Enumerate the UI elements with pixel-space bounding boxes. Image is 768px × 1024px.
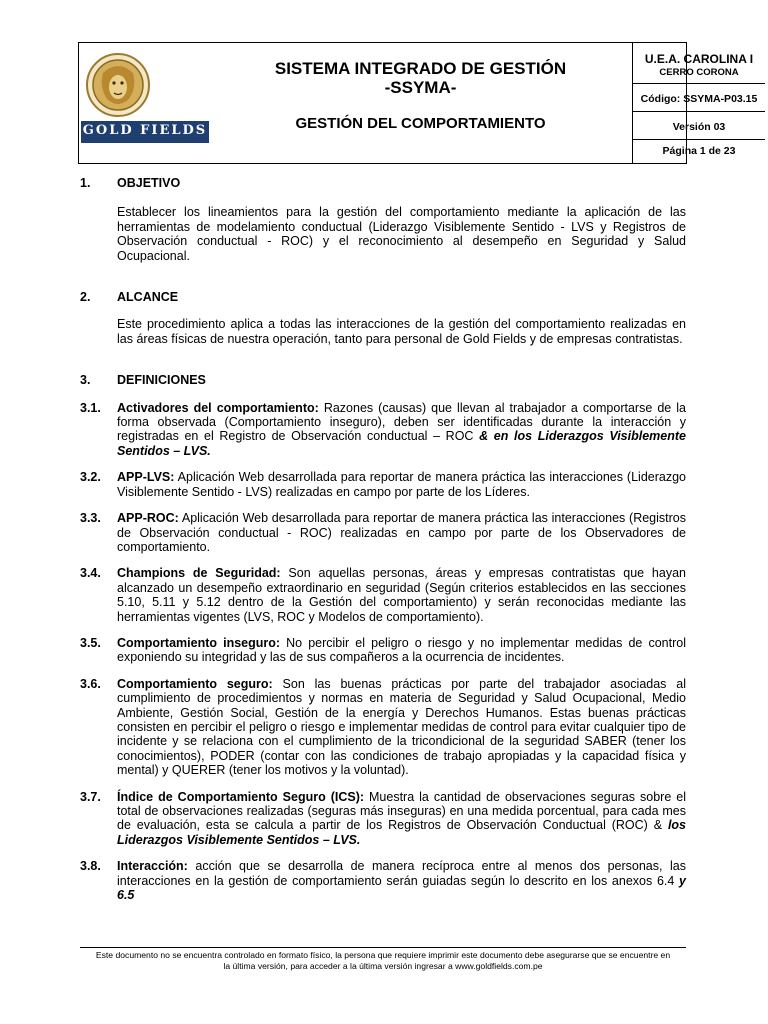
definition-text: Son las buenas prácticas por parte del trabajador asociadas al cumplimiento de procedimientos y normas en materia de Seguridad y Salud Ocupacional, Medio Ambiente, Gestión Social, Gestión de la energía y Derechos Humanos. Estas buenas prácticas consisten en percibir el peligro o riesgo e implementar medidas de control para evitar cualquier tipo de incidente y se relaciona con el cumplimiento de la tricondicional de la seguridad SABER (tener los conocimientos), PODER (contar con las condiciones de trabajo apropiadas y la capacidad física y mental) y QUERER (tener los motivos y la voluntad). (117, 676, 686, 778)
footer-divider (80, 947, 686, 948)
document-footer (80, 950, 686, 971)
section-number: 1. (80, 176, 91, 190)
definition-item (80, 790, 686, 848)
definition-text: Razones (causas) que llevan al trabajador a comportarse de la forma observada (Comportamiento inseguro), deben ser identificadas durante la interacción y registradas en el Registro de Observación conductual – ROC (117, 400, 686, 444)
alcance-paragraph: Este procedimiento aplica a todas las interacciones de la gestión del comportamiento realizadas en las áreas físicas de nuestra operación, tanto para personal de Gold Fields y de empresas contratistas. (117, 317, 686, 346)
definition-term: Activadores del comportamiento: (117, 400, 319, 415)
header-title-block (209, 43, 632, 163)
definition-text: Aplicación Web desarrollada para reportar de manera práctica las interacciones (Liderazgo Visiblemente Sentido - LVS) realizadas en campo por parte de los Líderes. (117, 470, 686, 499)
section-title: DEFINICIONES (117, 373, 206, 388)
document-code: Código: SSYMA-P03.15 (640, 93, 758, 105)
definition-text: Aplicación Web desarrollada para reportar de manera práctica las interacciones (Registros de Observación conductual - ROC) realizadas en campo por parte de los Observadores de comportamiento. (117, 511, 686, 554)
definition-body (117, 470, 686, 499)
version-cell (632, 112, 765, 140)
document-header (78, 42, 758, 164)
definition-extra: y 6.5 (117, 873, 686, 903)
definition-number: 3.1. (80, 400, 101, 415)
definition-term: APP-LVS: (117, 470, 175, 485)
definition-item (80, 677, 686, 778)
definition-item (80, 470, 686, 499)
definition-number: 3.4. (80, 566, 101, 581)
definition-item (80, 859, 686, 902)
definition-text: acción que se desarrolla de manera recíproca entre al menos dos personas, las interacciones en la gestión de comportamiento serán guiadas según lo descrito en los anexos 6.4 (117, 859, 686, 888)
definition-number: 3.5. (80, 635, 101, 650)
definition-item (80, 401, 686, 459)
footer-link-notice: la última versión, para acceder a la última versión ingresar a www.goldfields.com.pe (223, 960, 543, 971)
definition-number: 3.6. (80, 676, 101, 691)
company-logo (79, 43, 209, 163)
footer-notice: Este documento no se encuentra controlado en formato físico, la persona que requiere imprimir este documento debe asegurarse que se encuentre en (95, 950, 671, 960)
definition-extra: los Liderazgos Visiblemente Sentidos – LVS. (117, 818, 686, 847)
definition-body (117, 677, 686, 778)
section-heading-alcance (80, 290, 686, 304)
definition-text: Son aquellas personas, áreas y empresas contratistas que hayan alcanzado un desempeño extraordinario en seguridad (Según criterios establecidos en las secciones 5.10, 5.11 y 5.12 dentro de la Gestión del comportamiento) y serán reconocidas mediante las herramientas vigentes (LVS, ROC y Modelos de comportamiento). (117, 566, 686, 624)
unit-name: U.E.A. CAROLINA I (644, 52, 754, 66)
definition-term: Interacción: (117, 859, 188, 874)
definition-body (117, 401, 686, 459)
definition-body (117, 859, 686, 902)
definition-body (117, 790, 686, 848)
definition-text: No percibir el peligro o riesgo y no implementar medidas de control exponiendo su integridad y las de sus compañeros a la ocurrencia de incidentes. (117, 635, 686, 665)
lion-crest-icon (83, 51, 203, 119)
definition-term: Comportamiento seguro: (117, 676, 273, 691)
page-cell (632, 140, 765, 163)
brand-name: GOLD FIELDS (82, 123, 208, 138)
definition-number: 3.3. (80, 511, 101, 526)
code-cell (632, 84, 765, 112)
section-title: OBJETIVO (117, 176, 181, 190)
definition-number: 3.7. (80, 789, 101, 804)
unit-cell (632, 43, 765, 84)
gold-fields-brand-bar (81, 121, 209, 143)
definition-number: 3.2. (80, 470, 101, 485)
definition-extra: & en los Liderazgos Visiblemente Sentidos – LVS. (117, 429, 686, 458)
objetivo-paragraph: Establecer los lineamientos para la gestión del comportamiento mediante la aplicación de las herramientas de modelamiento conductual (Liderazgo Visiblemente Sentido - LVS y Registros de Observación conductual - ROC) y el reconocimiento al desempeño en Seguridad y Salud Ocupacional. (117, 205, 686, 263)
section-heading-objetivo (80, 176, 686, 190)
document-subtitle: GESTIÓN DEL COMPORTAMIENTO (295, 115, 546, 132)
system-acronym: -SSYMA- (384, 78, 457, 97)
definition-body (117, 636, 686, 665)
definition-text: Muestra la cantidad de observaciones seguras sobre el total de observaciones realizadas (seguras más inseguras) en una medida porcentual, para cada mes de evaluación, esta se calcula a partir de los Registros de Observación Conductual (ROC) & (117, 789, 686, 833)
section-number: 3. (80, 373, 91, 388)
definition-item (80, 636, 686, 665)
unit-site: CERRO CORONA (659, 67, 739, 78)
definition-item (80, 511, 686, 554)
definition-body (117, 566, 686, 624)
definition-term: Índice de Comportamiento Seguro (ICS): (117, 789, 365, 804)
definition-item (80, 566, 686, 624)
document-body (80, 172, 686, 902)
definition-term: Comportamiento inseguro: (117, 635, 281, 650)
definition-term: APP-ROC: (117, 511, 179, 526)
section-title: ALCANCE (117, 290, 179, 305)
definition-number: 3.8. (80, 859, 101, 874)
definition-body (117, 511, 686, 554)
section-number: 2. (80, 290, 91, 305)
system-title: SISTEMA INTEGRADO DE GESTIÓN (274, 59, 567, 78)
definition-term: Champions de Seguridad: (117, 566, 281, 581)
section-heading-definiciones (80, 373, 686, 387)
document-version: Versión 03 (672, 121, 726, 133)
page-number: Página 1 de 23 (662, 145, 736, 157)
